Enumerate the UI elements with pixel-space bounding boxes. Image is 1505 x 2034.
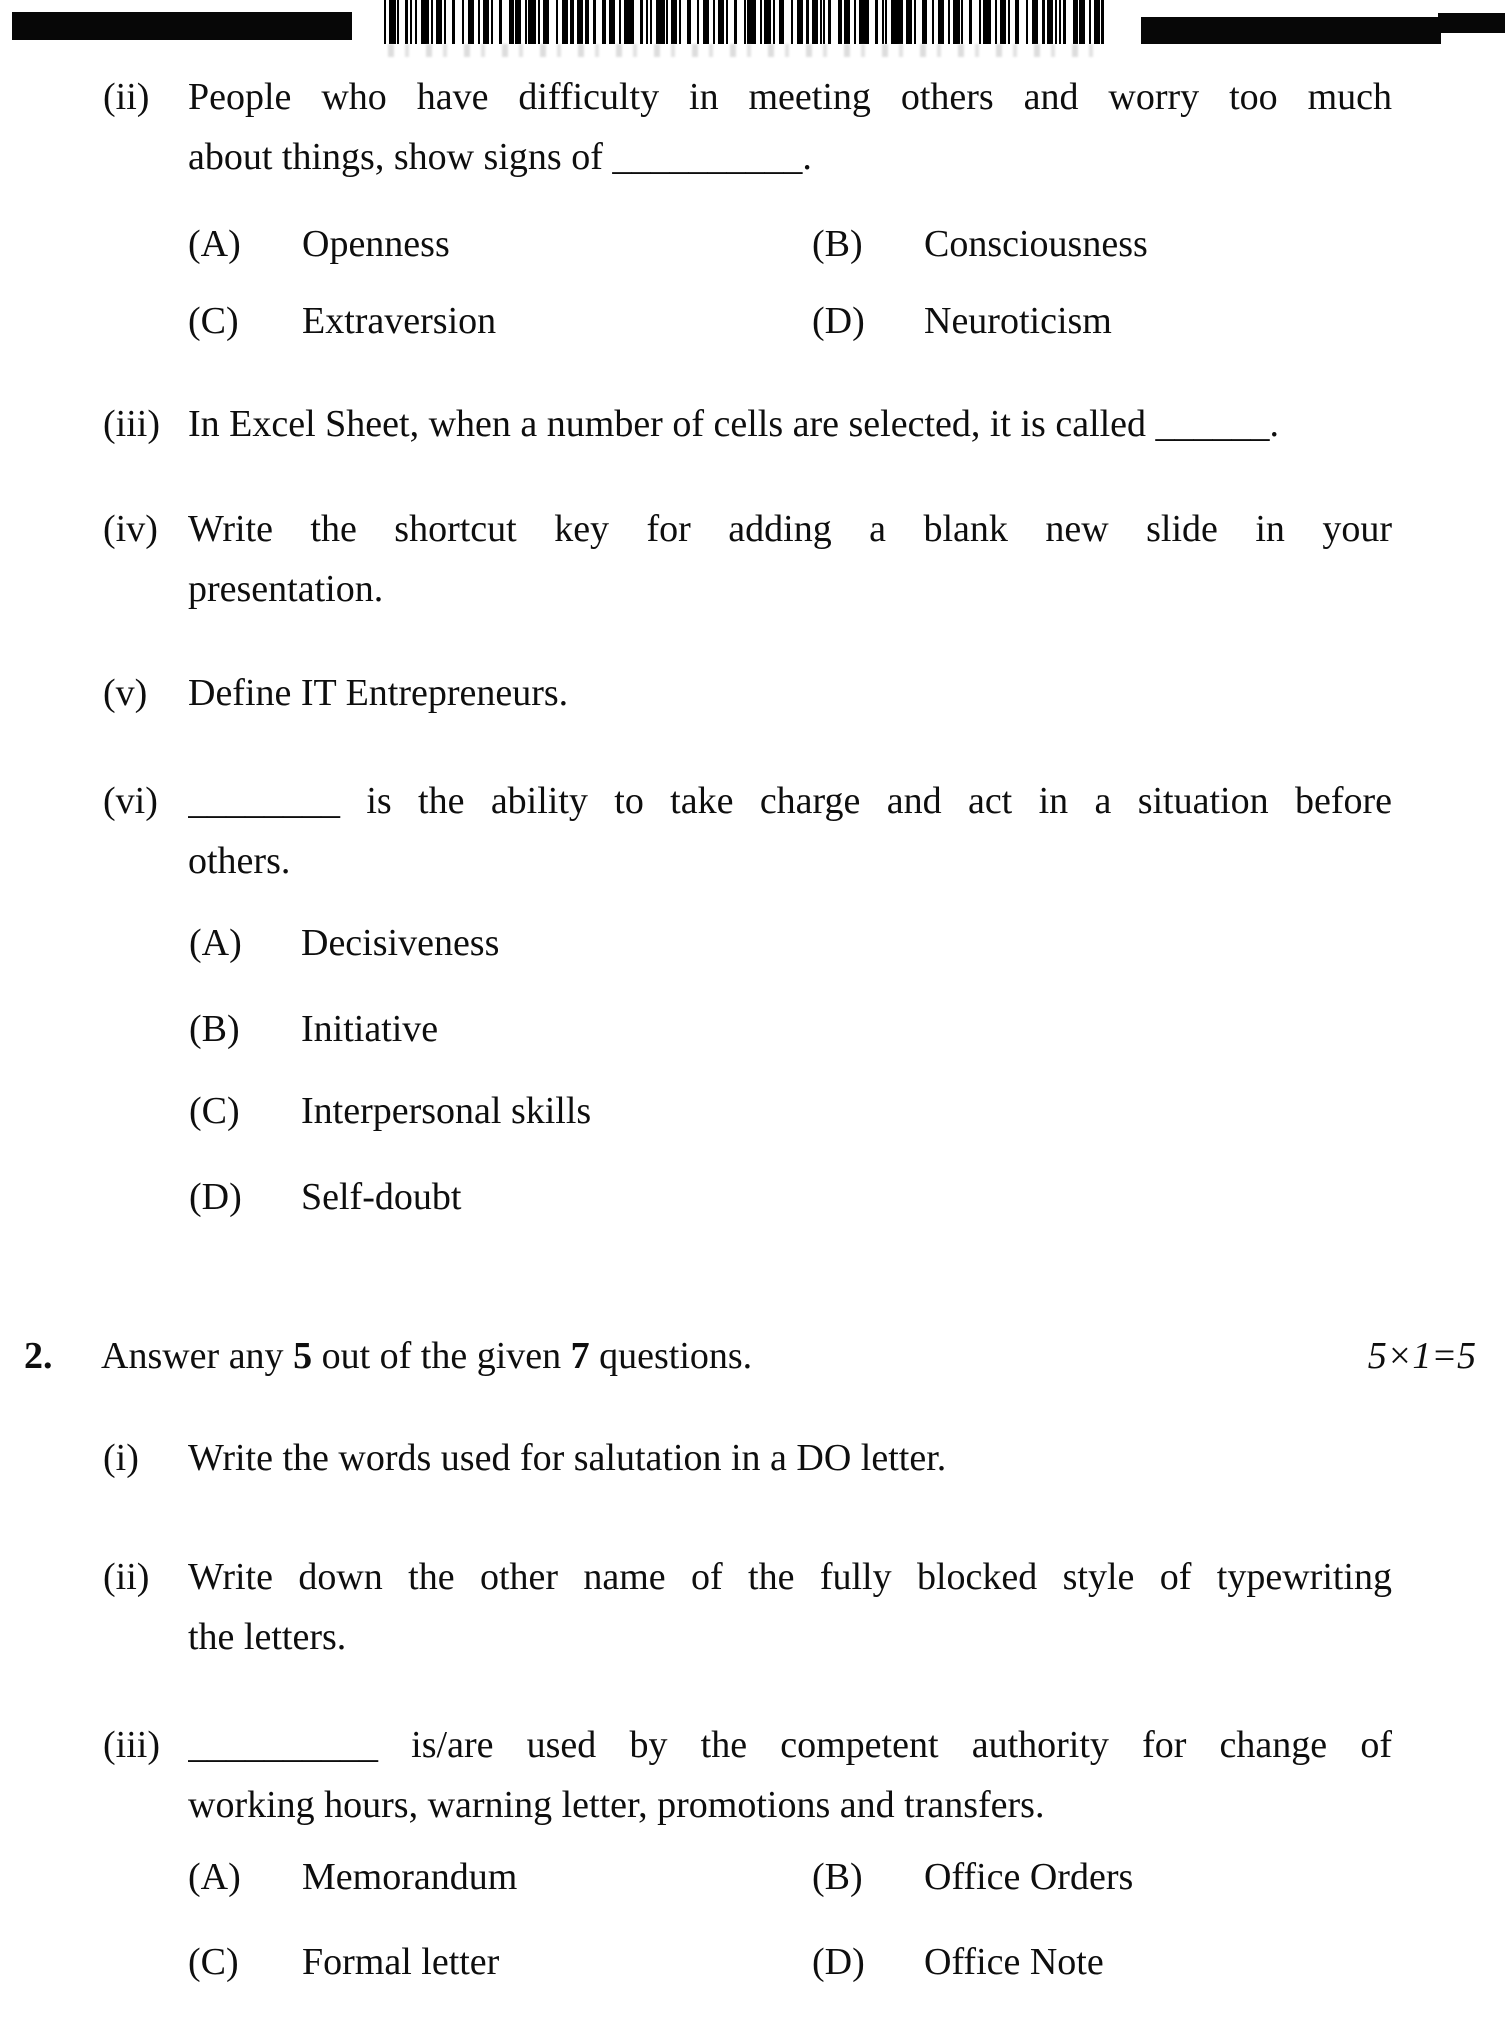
- options-row: [0, 1932, 1505, 1992]
- option-text: Openness: [302, 223, 450, 265]
- option-row: [0, 1167, 1505, 1227]
- question-text-line: In Excel Sheet, when a number of cells are selected, it is called ______.: [188, 403, 1280, 445]
- option-text: Decisiveness: [301, 922, 500, 964]
- question-number: (iii): [103, 1724, 160, 1766]
- question-2-heading: [0, 1326, 1505, 1386]
- option-label: (D): [189, 1176, 242, 1218]
- question-number: (iii): [103, 403, 160, 445]
- question-text-line: the letters.: [188, 1616, 347, 1658]
- option-text: Consciousness: [924, 223, 1148, 265]
- question-text-line: about things, show signs of __________.: [188, 136, 812, 178]
- option-text: Extraversion: [302, 300, 497, 342]
- question-text-line: __________ is/are used by the competent authority for change of: [188, 1724, 1392, 1766]
- question-heading-text: Answer any 5 out of the given 7 questions.: [101, 1335, 753, 1377]
- header-right-rule-thin: [1438, 13, 1505, 33]
- question-text-line: Write the words used for salutation in a DO letter.: [188, 1437, 947, 1479]
- option-label: (C): [189, 1090, 240, 1132]
- option-label: (B): [189, 1008, 240, 1050]
- question-number: (v): [103, 672, 148, 714]
- option-text: Initiative: [301, 1008, 439, 1050]
- option-label: (A): [188, 223, 241, 265]
- question-text-line: others.: [188, 840, 291, 882]
- header-right-rule: [1141, 17, 1441, 44]
- option-text: Self-doubt: [301, 1176, 462, 1218]
- options-row: [0, 1847, 1505, 1907]
- question-text-line: Write down the other name of the fully blocked style of typewriting: [188, 1556, 1392, 1598]
- question-text-line: People who have difficulty in meeting others and worry too much: [188, 76, 1392, 118]
- question-number: (vi): [103, 780, 158, 822]
- question-number: (ii): [103, 76, 150, 118]
- option-label: (A): [188, 1856, 241, 1898]
- marks-notation: 5×1=5: [1367, 1335, 1476, 1377]
- option-text: Office Note: [924, 1941, 1104, 1983]
- question-text-line: presentation.: [188, 568, 384, 610]
- header-left-rule: [12, 12, 352, 40]
- option-text: Neuroticism: [924, 300, 1112, 342]
- question-text-line: ________ is the ability to take charge and act in a situation before: [188, 780, 1392, 822]
- option-text: Office Orders: [924, 1856, 1134, 1898]
- option-label: (B): [812, 1856, 863, 1898]
- option-label: (B): [812, 223, 863, 265]
- option-text: Interpersonal skills: [301, 1090, 592, 1132]
- options-row: [0, 214, 1505, 274]
- question-number: 2.: [24, 1335, 53, 1377]
- option-row: [0, 999, 1505, 1059]
- question-number: (iv): [103, 508, 158, 550]
- question-number: (i): [103, 1437, 139, 1479]
- option-label: (C): [188, 300, 239, 342]
- option-label: (D): [812, 1941, 865, 1983]
- question-text-line: working hours, warning letter, promotions and transfers.: [188, 1784, 1045, 1826]
- option-label: (A): [189, 922, 242, 964]
- option-row: [0, 1081, 1505, 1141]
- question-text-line: Write the shortcut key for adding a blank new slide in your: [188, 508, 1392, 550]
- question-number: (ii): [103, 1556, 150, 1598]
- option-row: [0, 913, 1505, 973]
- option-label: (C): [188, 1941, 239, 1983]
- question-text-line: Define IT Entrepreneurs.: [188, 672, 569, 714]
- barcode: [384, 0, 1104, 44]
- options-row: [0, 291, 1505, 351]
- option-text: Memorandum: [302, 1856, 518, 1898]
- option-text: Formal letter: [302, 1941, 500, 1983]
- option-label: (D): [812, 300, 865, 342]
